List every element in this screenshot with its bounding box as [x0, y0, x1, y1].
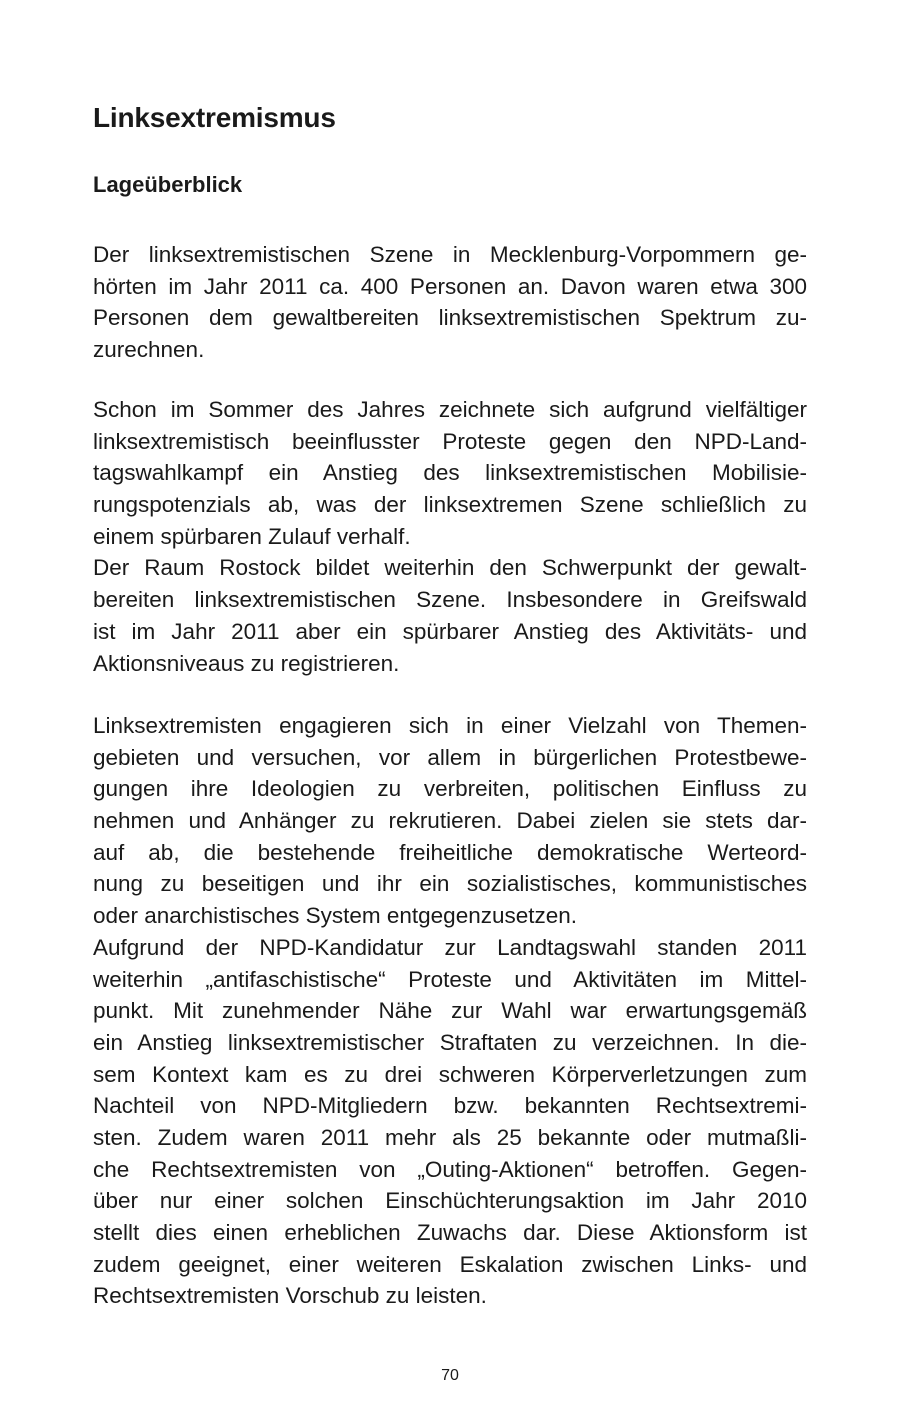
text-line: ein Anstieg linksextremistischer Straftaten zu verzeichnen. In die-: [93, 1029, 807, 1055]
text-line: Rechtsextremisten Vorschub zu leisten.: [93, 1283, 487, 1309]
text-line: Der linksextremistischen Szene in Mecklenburg-Vorpommern ge-: [93, 242, 807, 267]
text-line: weiterhin „antifaschistische“ Proteste und Aktivitäten im Mittel-: [93, 966, 807, 992]
text-line: nung zu beseitigen und ihr ein sozialistisches, kommunistisches: [93, 871, 807, 897]
text-line: hörten im Jahr 2011 ca. 400 Personen an. Davon waren etwa 300: [93, 273, 807, 299]
paragraph-3: [93, 710, 807, 1312]
text-line: nehmen und Anhänger zu rekrutieren. Dabei zielen sie stets dar-: [93, 808, 807, 834]
text-line: linksextremistisch beeinflusster Proteste gegen den NPD-Land-: [93, 428, 807, 454]
text-line: Der Raum Rostock bildet weiterhin den Schwerpunkt der gewalt-: [93, 555, 807, 581]
text-line: Aufgrund der NPD-Kandidatur zur Landtagswahl standen 2011: [93, 934, 807, 960]
paragraph-2: [93, 394, 807, 679]
page-number: 70: [441, 1367, 459, 1384]
text-line: tagswahlkampf ein Anstieg des linksextremistischen Mobilisie-: [93, 460, 807, 486]
text-line: oder anarchistisches System entgegenzusetzen.: [93, 903, 578, 929]
text-line: auf ab, die bestehende freiheitliche demokratische Werteord-: [93, 839, 807, 865]
text-line: punkt. Mit zunehmender Nähe zur Wahl war erwartungsgemäß: [93, 998, 807, 1024]
text-line: über nur einer solchen Einschüchterungsaktion im Jahr 2010: [93, 1188, 807, 1214]
text-line: einem spürbaren Zulauf verhalf.: [93, 523, 411, 549]
text-line: che Rechtsextremisten von „Outing-Aktionen“ betroffen. Gegen-: [93, 1156, 807, 1182]
text-line: Linksextremisten engagieren sich in einer Vielzahl von Themen-: [93, 713, 807, 738]
text-line: gungen ihre Ideologien zu verbreiten, politischen Einfluss zu: [93, 776, 807, 802]
text-line: sem Kontext kam es zu drei schweren Körperverletzungen zum: [93, 1061, 807, 1087]
text-line: Schon im Sommer des Jahres zeichnete sich aufgrund vielfältiger: [93, 397, 807, 422]
text-line: Nachteil von NPD-Mitgliedern bzw. bekannten Rechtsextremi-: [93, 1093, 807, 1119]
text-line: bereiten linksextremistischen Szene. Insbesondere in Greifswald: [93, 587, 807, 613]
text-line: Personen dem gewaltbereiten linksextremistischen Spektrum zu-: [93, 305, 807, 331]
text-line: ist im Jahr 2011 aber ein spürbarer Anstieg des Aktivitäts- und: [93, 618, 807, 644]
paragraph-1: [93, 239, 807, 366]
text-line: stellt dies einen erheblichen Zuwachs dar. Diese Aktionsform ist: [93, 1220, 807, 1245]
text-line: sten. Zudem waren 2011 mehr als 25 bekannte oder mutmaßli-: [93, 1124, 807, 1150]
text-line: rungspotenzials ab, was der linksextremen Szene schließlich zu: [93, 492, 807, 518]
text-line: gebieten und versuchen, vor allem in bürgerlichen Protestbewe-: [93, 744, 807, 770]
section-heading: Lageüberblick: [93, 172, 243, 197]
text-line: zudem geeignet, einer weiteren Eskalation zwischen Links- und: [93, 1251, 807, 1277]
page-title: Linksextremismus: [93, 102, 336, 133]
text-line: Aktionsniveaus zu registrieren.: [93, 650, 400, 676]
text-line: zurechnen.: [93, 337, 205, 363]
